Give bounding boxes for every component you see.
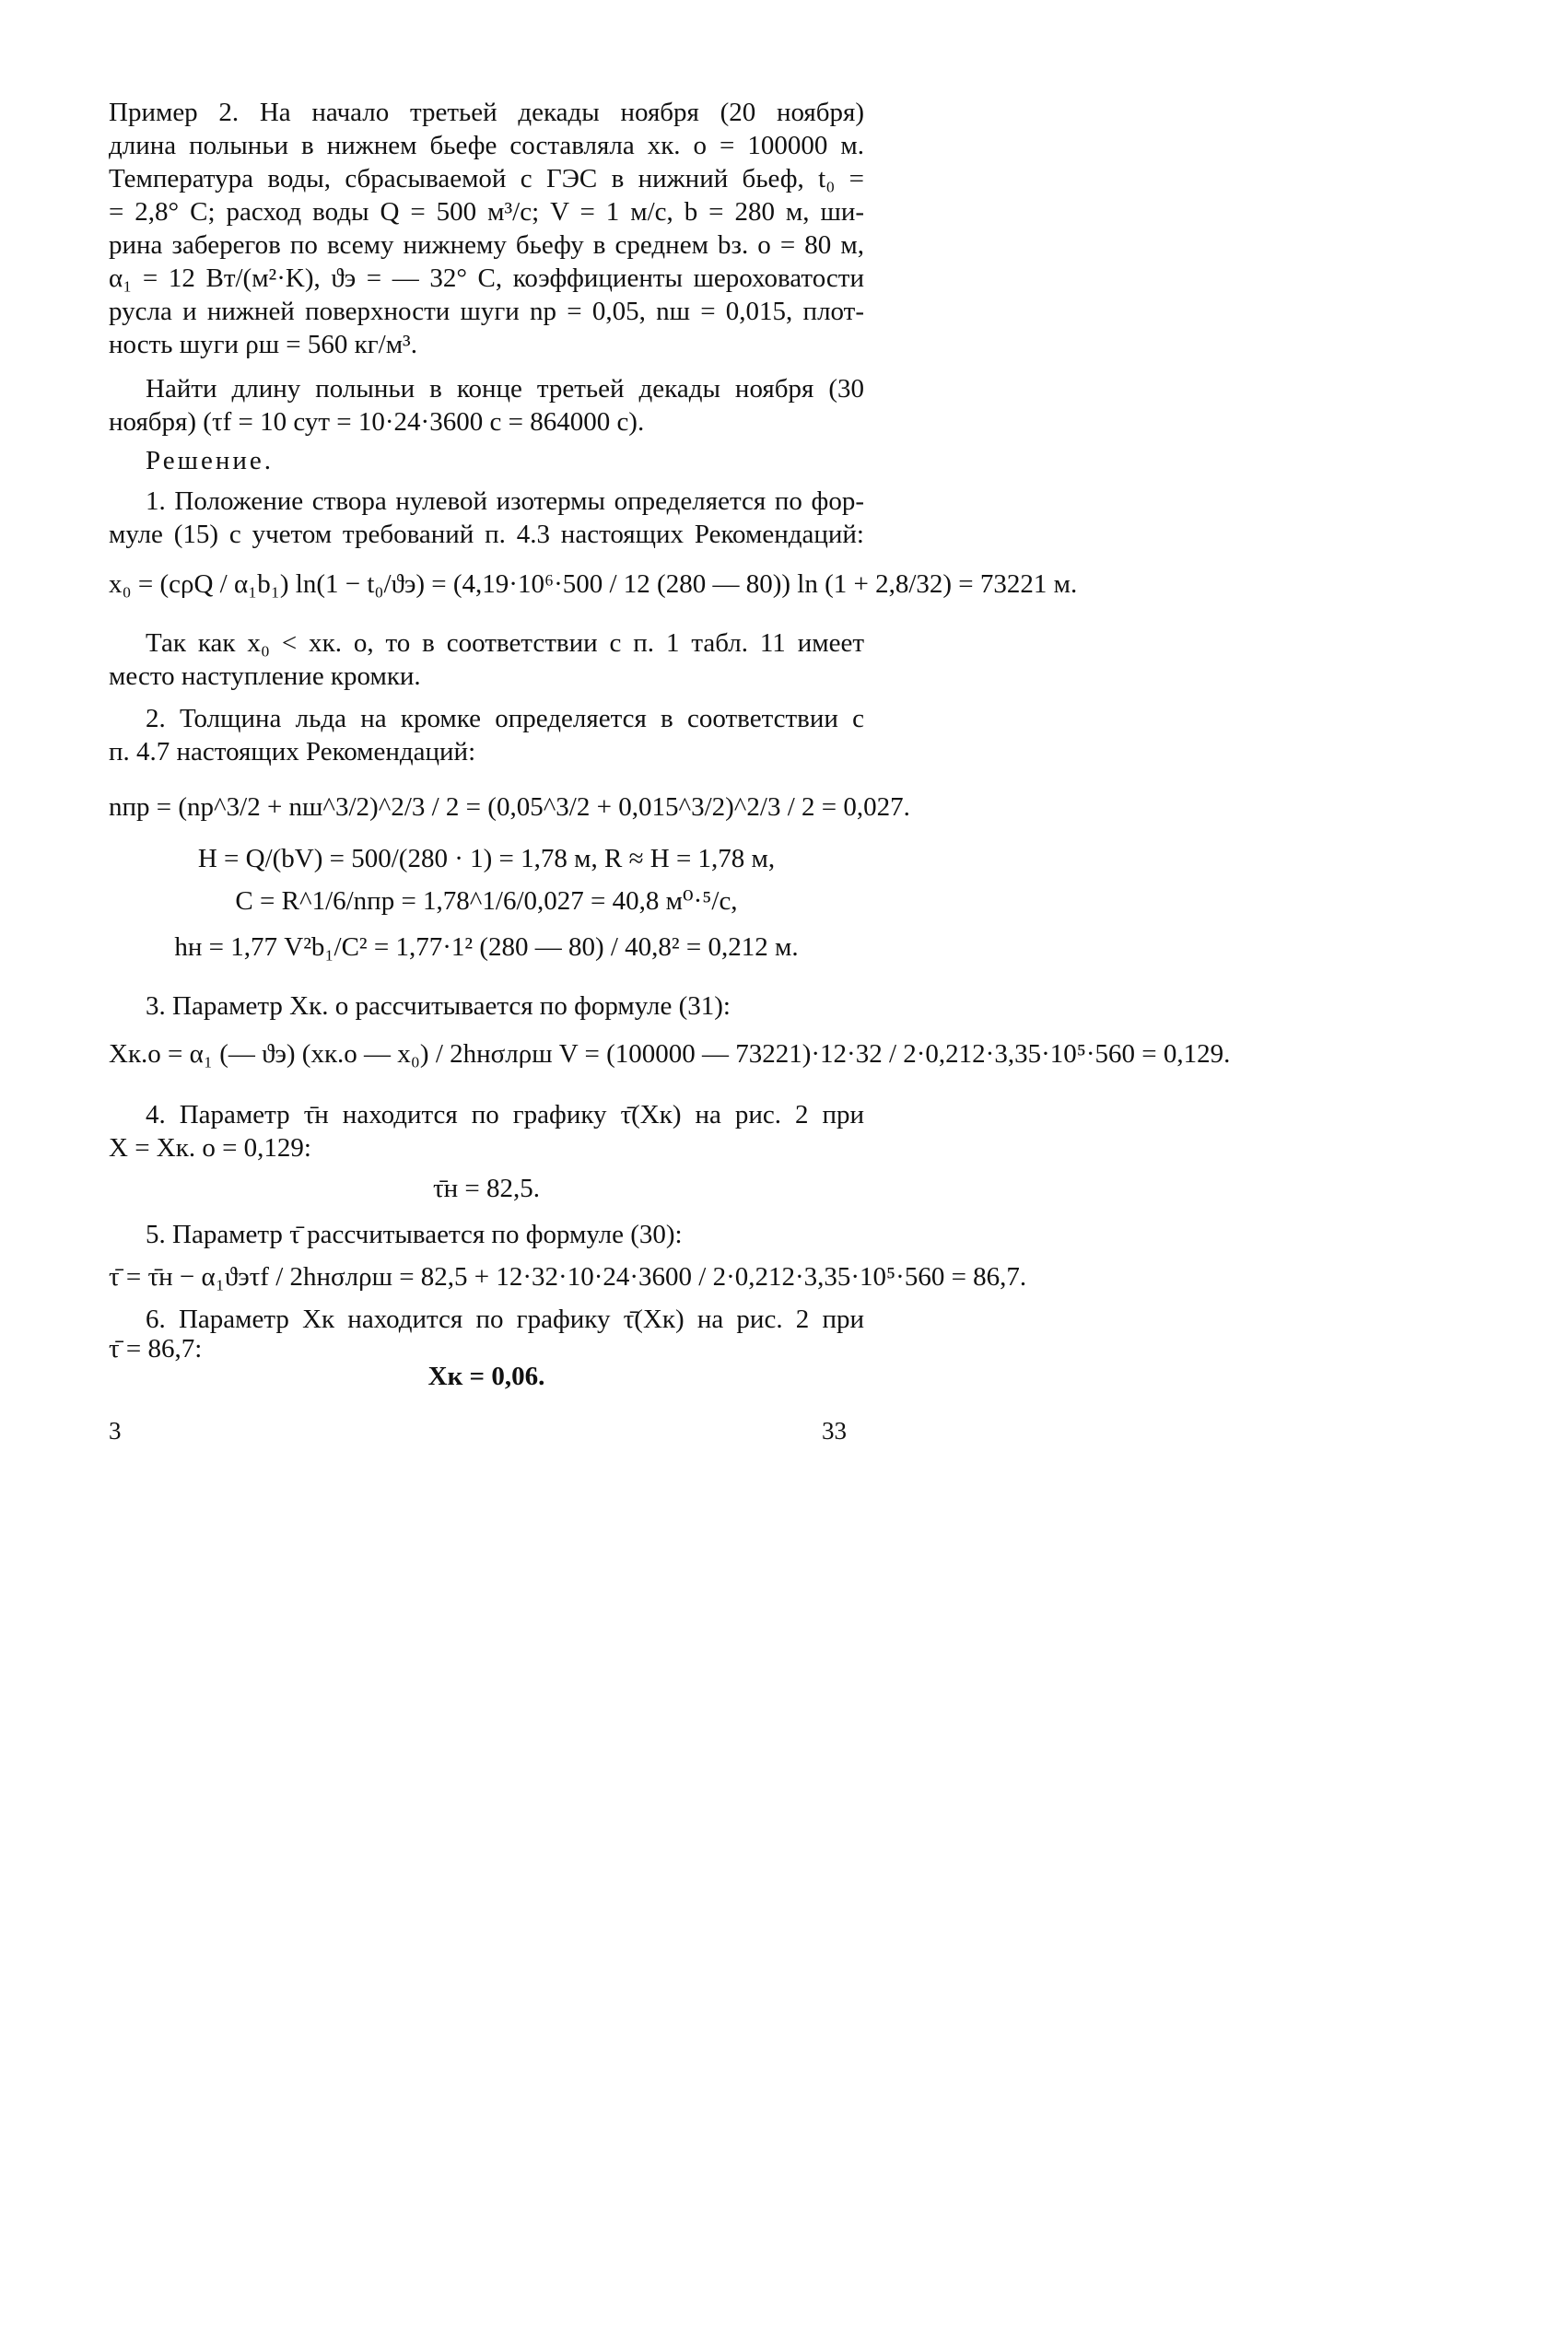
footer-left-number: 3 <box>109 1417 122 1445</box>
example-line-4: = 2,8° С; расход воды Q = 500 м³/с; V = 1 м/с, b = 280 м, ши- <box>109 197 864 227</box>
step2-line-2: п. 4.7 настоящих Рекомендаций: <box>109 737 476 767</box>
formula-xk: Xк = 0,06. <box>427 1362 545 1391</box>
step6-line-1: 6. Параметр Xк находится по графику τ̄(Xк) на рис. 2 при <box>146 1305 864 1334</box>
formula-chezy: C = R^1/6/nпр = 1,78^1/6/0,027 = 40,8 м⁰·⁵/с, <box>235 886 738 916</box>
step4-line-1: 4. Параметр τ̄н находится по графику τ̄(Xк) на рис. 2 при <box>146 1100 864 1129</box>
example-line-3: Температура воды, сбрасываемой с ГЭС в нижний бьеф, t₀ = <box>109 164 864 193</box>
formula-h-r: H = Q/(bV) = 500/(280 · 1) = 1,78 м, R ≈ H = 1,78 м, <box>197 844 776 873</box>
step2-line-1: 2. Толщина льда на кромке определяется в соответствии с <box>146 704 864 733</box>
example-line-1: Пример 2. На начало третьей декады ноября (20 ноября) <box>109 98 864 127</box>
example-line-5: рина заберегов по всему нижнему бьефу в среднем bз. о = 80 м, <box>109 230 864 260</box>
document-page <box>0 0 1231 1474</box>
task-line-2: ноября) (τf = 10 сут = 10·24·3600 с = 864000 с). <box>109 407 645 437</box>
example-line-8: ность шуги ρш = 560 кг/м³. <box>109 330 418 359</box>
page-number: 33 <box>822 1417 847 1445</box>
example-line-7: русла и нижней поверхности шуги nр = 0,05, nш = 0,015, плот- <box>109 297 864 326</box>
step1-after-1: Так как x₀ < xк. о, то в соответствии с п. 1 табл. 11 имеет <box>146 628 864 658</box>
step6-line-2: τ̄ = 86,7: <box>109 1334 203 1363</box>
step5-line: 5. Параметр τ̄ рассчитывается по формуле (30): <box>146 1220 683 1249</box>
formula-tau: τ̄ = τ̄н − α₁ϑэτf / 2hнσлρш = 82,5 + 12·32·10·24·3600 / 2·0,212·3,35·10⁵·560 = 86,7. <box>109 1262 1027 1292</box>
step3-line: 3. Параметр Xк. о рассчитывается по формуле (31): <box>146 991 731 1021</box>
step1-line-1: 1. Положение створа нулевой изотермы определяется по фор- <box>146 486 864 516</box>
task-line-1: Найти длину полыньи в конце третьей декады ноября (30 <box>146 374 864 404</box>
example-line-6: α₁ = 12 Вт/(м²·K), ϑэ = — 32° С, коэффициенты шероховатости <box>109 263 864 293</box>
step1-after-2: место наступление кромки. <box>109 661 421 691</box>
formula-xk0: Xк.о = α₁ (— ϑэ) (xк.о — x₀) / 2hнσлρш V = (100000 — 73221)·12·32 / 2·0,212·3,35·10⁵·560 = 0,129. <box>109 1039 1231 1069</box>
formula-x0: x₀ = (cρQ / α₁b₁) ln(1 − t₀/ϑэ) = (4,19·10⁶·500 / 12 (280 — 80)) ln (1 + 2,8/32) = 73221 м. <box>109 569 1078 599</box>
step4-line-2: X = Xк. о = 0,129: <box>109 1133 311 1163</box>
step1-line-2: муле (15) с учетом требований п. 4.3 настоящих Рекомендаций: <box>109 520 864 549</box>
example-line-2: длина полыньи в нижнем бьефе составляла xк. о = 100000 м. <box>109 131 864 160</box>
formula-hn: hн = 1,77 V²b₁/C² = 1,77·1² (280 — 80) / 40,8² = 0,212 м. <box>174 932 799 962</box>
solution-heading: Решение. <box>146 446 274 475</box>
formula-npr: nпр = (nр^3/2 + nш^3/2)^2/3 / 2 = (0,05^3/2 + 0,015^3/2)^2/3 / 2 = 0,027. <box>109 792 910 822</box>
formula-taun: τ̄н = 82,5. <box>432 1174 541 1203</box>
